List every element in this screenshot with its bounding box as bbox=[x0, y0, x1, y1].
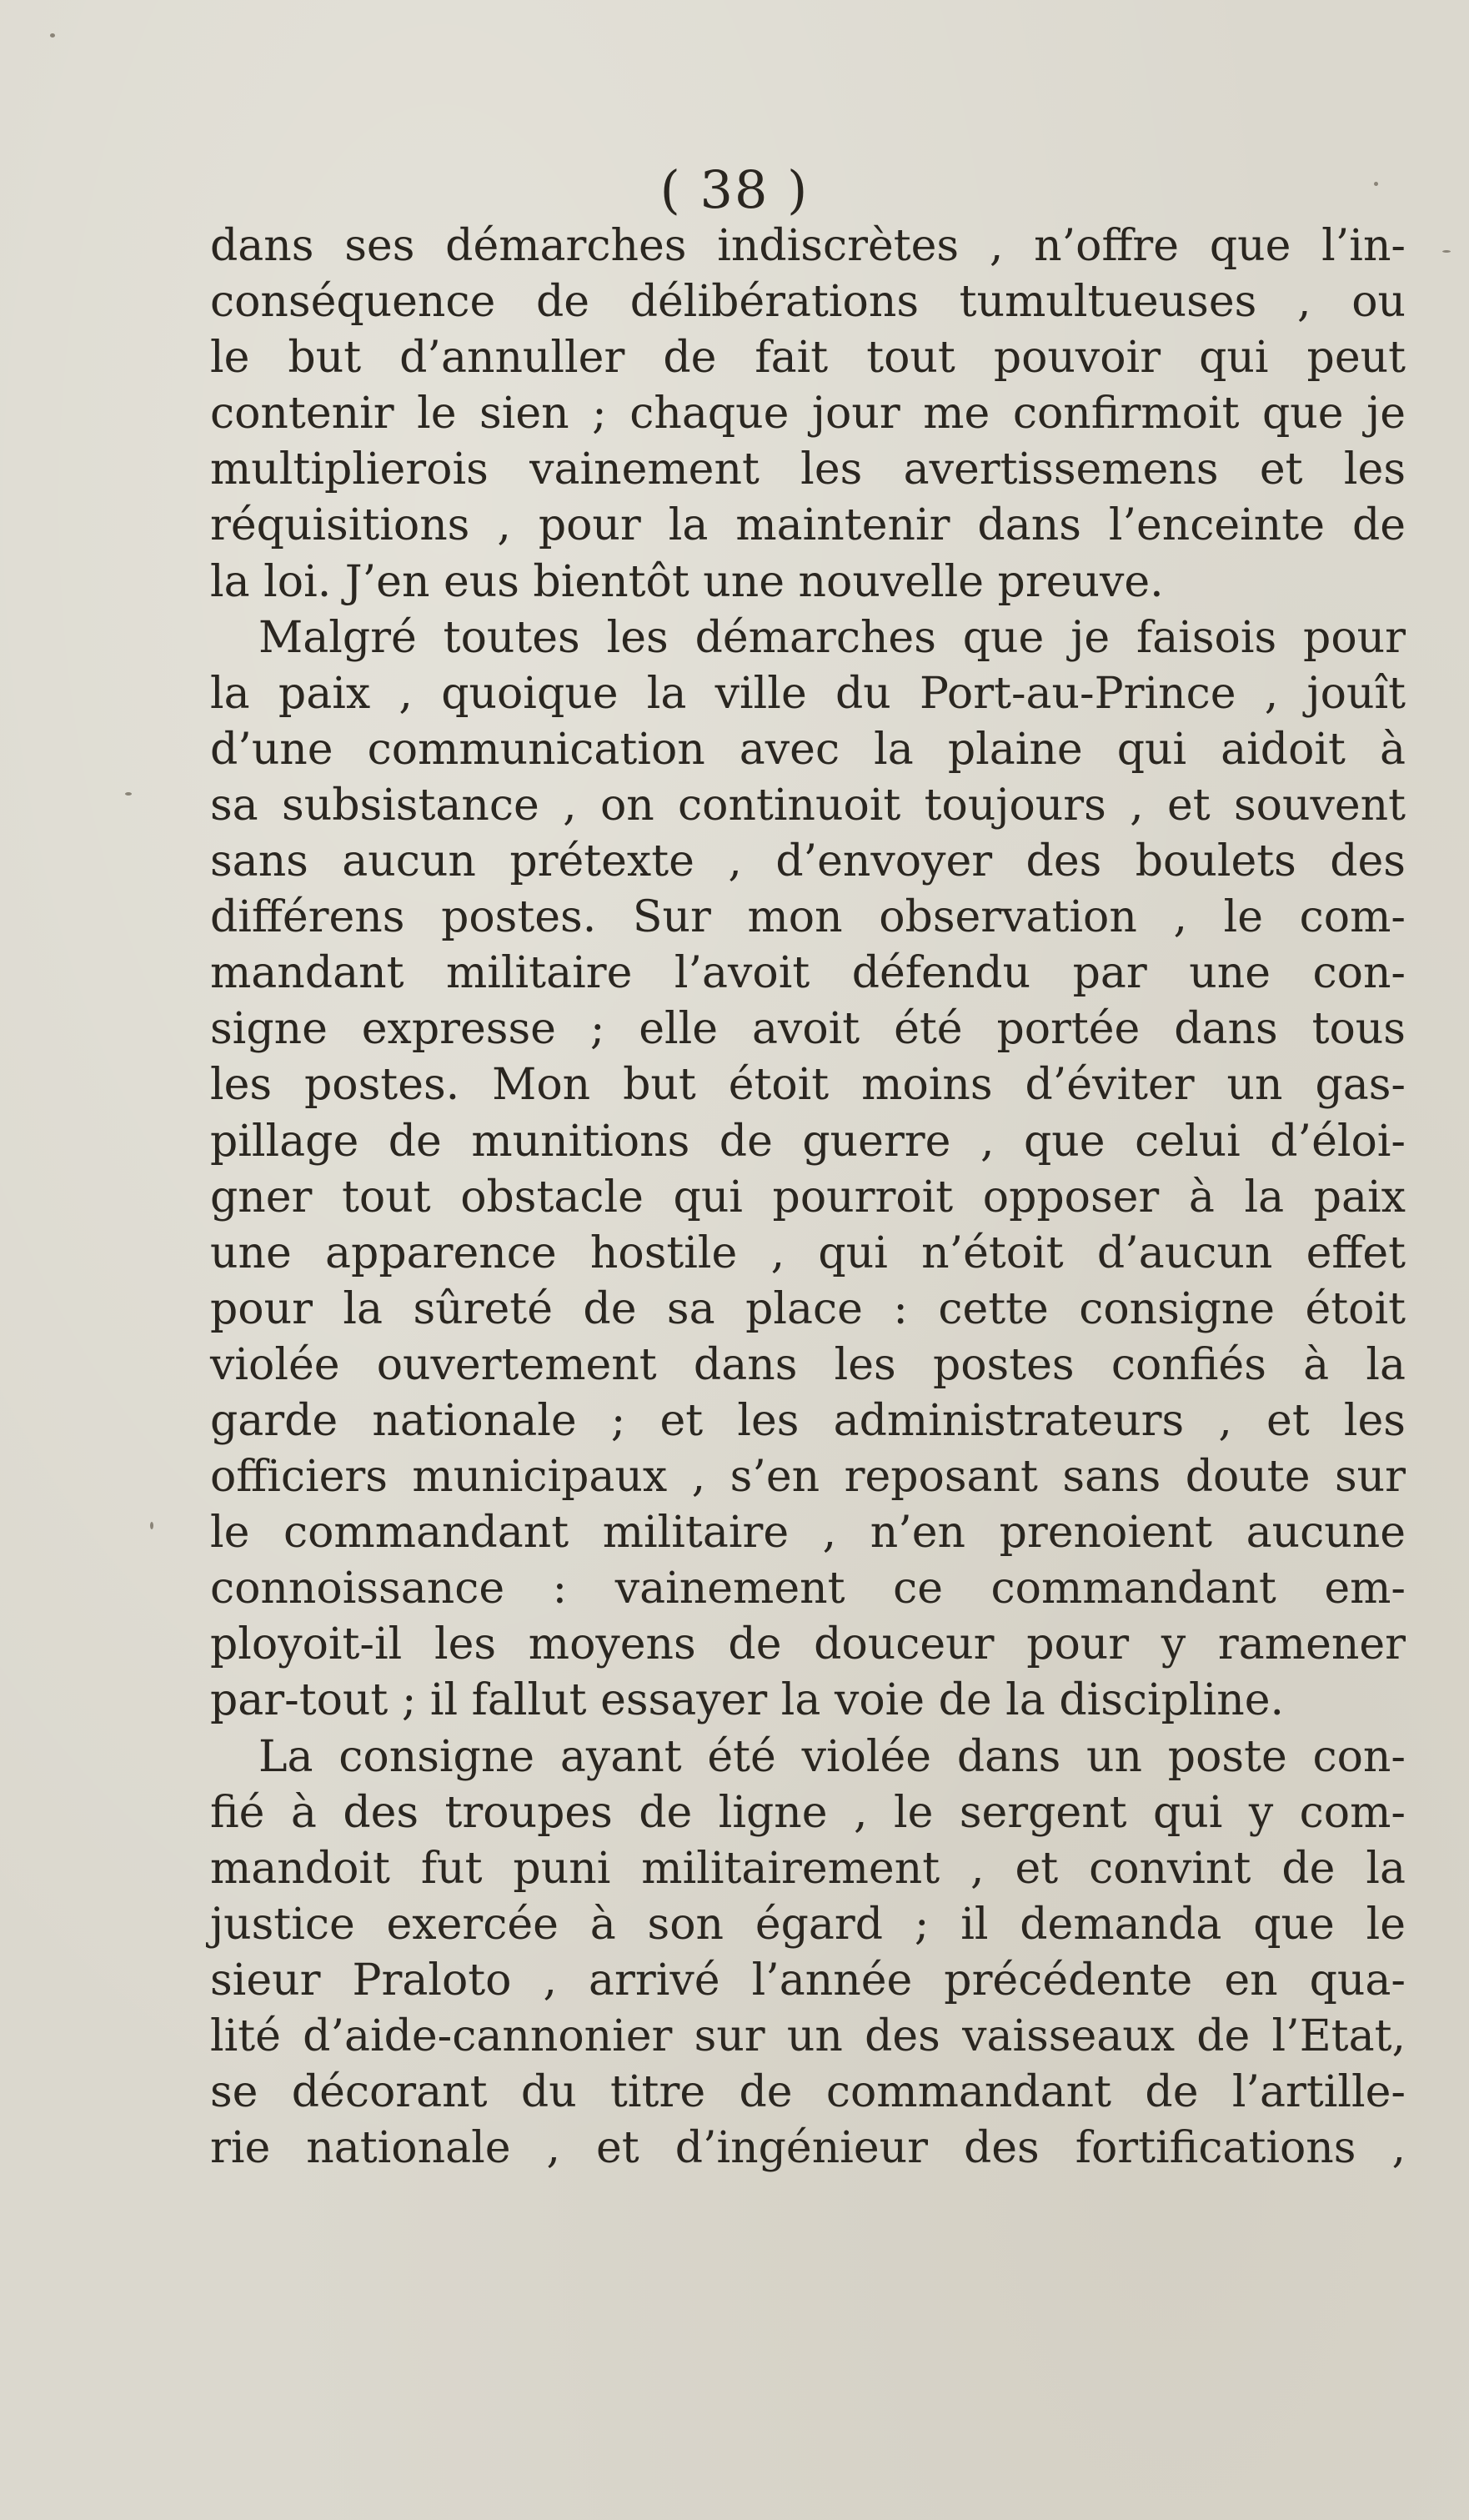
text-line: réquisitions , pour la maintenir dans l’enceinte de bbox=[210, 500, 1406, 551]
text-line: La consigne ayant été violée dans un poste con- bbox=[258, 1731, 1406, 1782]
text-line: signe expresse ; elle avoit été portée dans tous bbox=[210, 1004, 1406, 1055]
text-line: sa subsistance , on continuoit toujours , et souvent bbox=[210, 780, 1406, 831]
text-line: la loi. J’en eus bientôt une nouvelle preuve. bbox=[210, 556, 1164, 607]
paper-speck bbox=[1374, 182, 1378, 186]
text-line: Malgré toutes les démarches que je faisois pour bbox=[258, 612, 1406, 663]
text-line: conséquence de délibérations tumultueuses , ou bbox=[210, 277, 1406, 328]
body-text bbox=[210, 218, 1406, 2176]
text-line: connoissance : vainement ce commandant em- bbox=[210, 1564, 1406, 1614]
text-line: d’une communication avec la plaine qui aidoit à bbox=[210, 724, 1406, 775]
text-line: par-tout ; il fallut essayer la voie de la discipline. bbox=[210, 1675, 1285, 1726]
text-line: rie nationale , et d’ingénieur des fortifications , bbox=[210, 2123, 1406, 2174]
text-line: la paix , quoique la ville du Port-au-Prince , jouît bbox=[210, 668, 1406, 719]
text-line: justice exercée à son égard ; il demanda que le bbox=[210, 1899, 1406, 1950]
paper-speck bbox=[125, 792, 132, 796]
text-line: violée ouvertement dans les postes confiés à la bbox=[210, 1339, 1406, 1390]
text-line: garde nationale ; et les administrateurs , et les bbox=[210, 1395, 1406, 1446]
text-line: mandant militaire l’avoit défendu par une con- bbox=[210, 948, 1406, 999]
paper-speck bbox=[1442, 250, 1451, 253]
text-line: fié à des troupes de ligne , le sergent qui y com- bbox=[210, 1787, 1406, 1838]
paper-speck bbox=[50, 33, 55, 38]
text-line: différens postes. Sur mon observation , le com- bbox=[210, 892, 1406, 943]
text-line: sieur Praloto , arrivé l’année précédente en qua- bbox=[210, 1955, 1406, 2005]
text-line: les postes. Mon but étoit moins d’éviter un gas- bbox=[210, 1060, 1406, 1111]
text-line: le commandant militaire , n’en prenoient aucune bbox=[210, 1508, 1406, 1559]
paper-speck bbox=[150, 1522, 153, 1529]
text-line: multiplierois vainement les avertissemens et les bbox=[210, 444, 1406, 495]
text-line: lité d’aide-cannonier sur un des vaisseaux de l’Etat, bbox=[210, 2011, 1406, 2061]
text-line: mandoit fut puni militairement , et convint de la bbox=[210, 1843, 1406, 1894]
text-line: gner tout obstacle qui pourroit opposer à la paix bbox=[210, 1172, 1406, 1222]
text-line: contenir le sien ; chaque jour me confirmoit que je bbox=[210, 389, 1406, 439]
text-line: le but d’annuller de fait tout pouvoir qui peut bbox=[210, 333, 1406, 384]
text-line: pillage de munitions de guerre , que celui d’éloi- bbox=[210, 1116, 1406, 1167]
text-line: ployoit-il les moyens de douceur pour y ramener bbox=[210, 1619, 1406, 1670]
text-line: une apparence hostile , qui n’étoit d’aucun effet bbox=[210, 1227, 1406, 1278]
text-line: officiers municipaux , s’en reposant sans doute sur bbox=[210, 1452, 1406, 1503]
text-line: pour la sûreté de sa place : cette consigne étoit bbox=[210, 1283, 1406, 1334]
page-number: ( 38 ) bbox=[659, 159, 810, 220]
text-line: sans aucun prétexte , d’envoyer des boulets des bbox=[210, 836, 1406, 887]
text-line: dans ses démarches indiscrètes , n’offre que l’in- bbox=[210, 221, 1406, 271]
text-line: se décorant du titre de commandant de l’artille- bbox=[210, 2067, 1406, 2118]
